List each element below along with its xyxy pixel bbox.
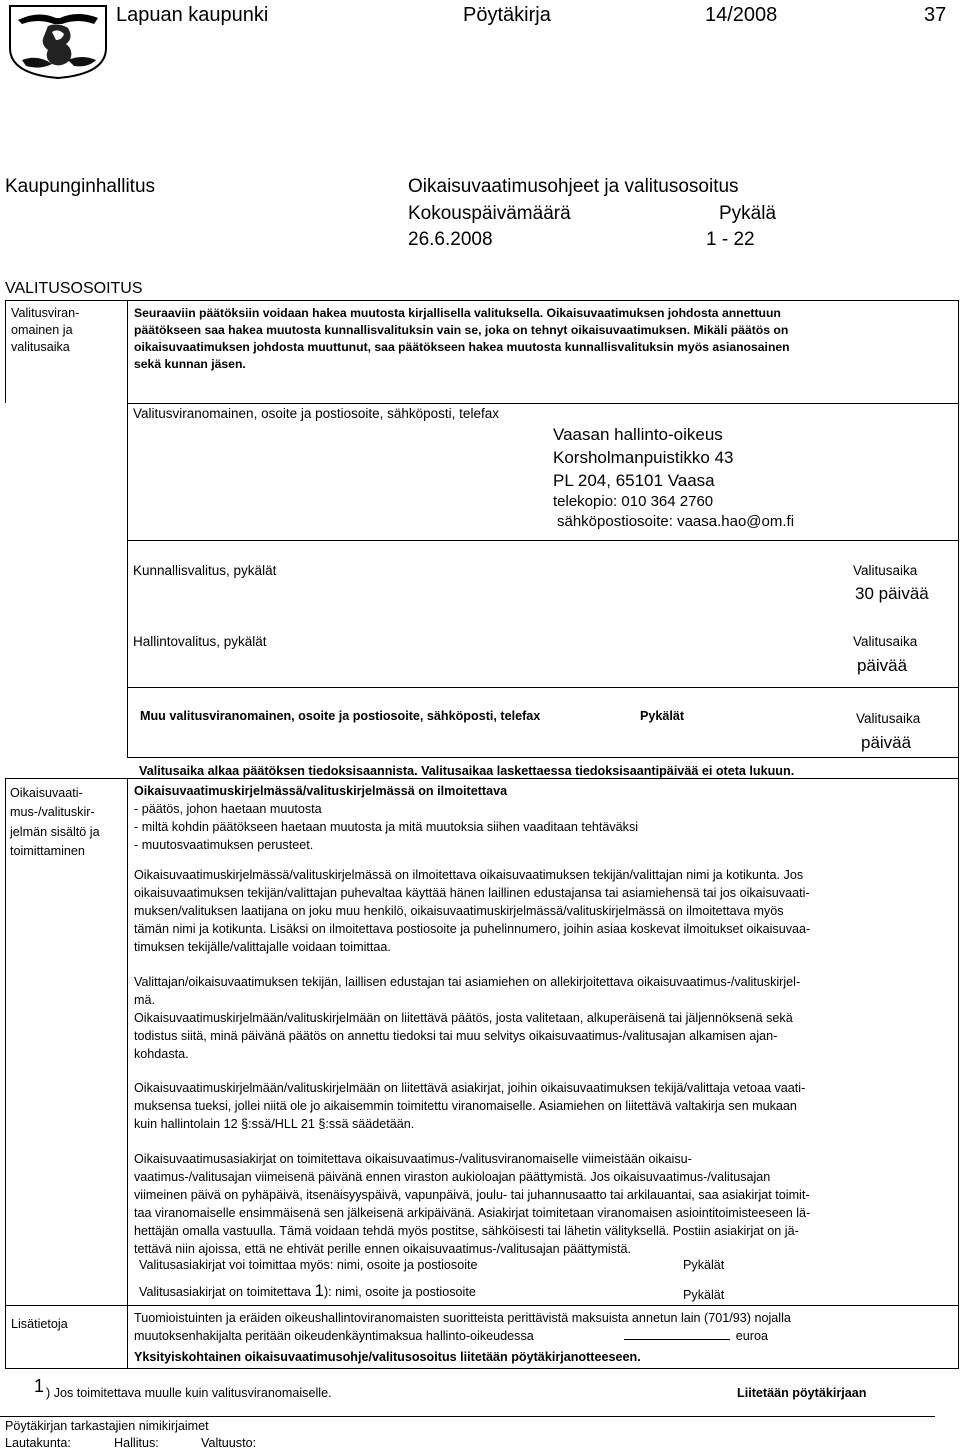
footnote-mark: 1 [34, 1376, 45, 1396]
authority-fax: telekopio: 010 364 2760 [553, 493, 714, 510]
meeting-date: 26.6.2008 [408, 229, 493, 250]
authority-side-label: Valitusviran- omainen ja valitusaika [11, 306, 80, 354]
coat-of-arms-logo [8, 4, 108, 80]
committee-label: Lautakunta: [5, 1436, 71, 1450]
city-name: Lapuan kaupunki [116, 4, 269, 26]
fee-line-1: Tuomioistuinten ja eräiden oikeushallintoviranomaisten suoritteista perittävistä maksuista annetun lain (701/93) nojalla [134, 1311, 791, 1325]
detailed-note: Yksityiskohtainen oikaisuvaatimusohje/valitusosoitus liitetään pöytäkirjanotteeseen. [134, 1350, 641, 1364]
page-number: 37 [924, 4, 947, 26]
municipal-period-label: Valitusaika [853, 563, 918, 578]
other-authority-bottom-line [127, 757, 959, 758]
frame-divider-line [127, 300, 128, 403]
appeal-intro: Seuraaviin päätöksiin voidaan hakea muutosta kirjallisella valituksella. Oikaisuvaatimuksen johdosta annettuun päätökseen saa hakea muutosta kunnallisvalituksin vain se, joka on tehnyt oikaisuvaatimuksen. Mikäli päätös on oikaisuvaatimuksen johdosta muuttunut, saa päätökseen hakea muutosta kunnallisvalituksin myös asianosainen sekä kunnan jäsen. [134, 306, 790, 371]
document-title: Oikaisuvaatimusohjeet ja valitusosoitus [408, 176, 739, 197]
authority-box-left-line [127, 403, 128, 540]
footnote-reference: 1 [314, 1281, 324, 1300]
governing-body: Kaupunginhallitus [5, 176, 156, 197]
section-range: 1 - 22 [706, 229, 755, 250]
content-item-changes: - miltä kohdin päätökseen haetaan muutosta ja mitä muutoksia siihen vaaditaan tehtäväksi [134, 820, 639, 834]
content-item-decision: - päätös, johon haetaan muutosta [134, 802, 322, 816]
paragraph-attachments: Oikaisuvaatimuskirjelmään/valituskirjelmään on liitettävä asiakirjat, joihin oikaisuvaatimuksen tekijä/valittaja vetoaa vaati- muksensa tueksi, jollei niitä ole jo aikaisemmin toimitettu viranomaiselle. Asiamiehen on liitettävä valtakirja sen mukaan kuin hallintolain 12 §:ssä/HLL 21 §:ssä säädetään. [134, 1081, 806, 1132]
paragraph-signature: Valittajan/oikaisuvaatimuksen tekijän, laillisen edustajan tai asiamiehen on allekirjoitettava oikaisuvaatimus-/valituskirjel- mä. Oikaisuvaatimuskirjelmään/valituskirjelmään on liitettävä päätös, josta valitetaan, alkuperäisenä tai jäljennöksenä sekä todistus siitä, minä päivänä päätös on annettu tiedoksi tai muu selvitys oikaisuvaatimus-/valitusajan alkamisen ajan- kohdasta. [134, 975, 801, 1062]
period-start-note: Valitusaika alkaa päätöksen tiedoksisaannista. Valitusaikaa laskettaessa tiedoksisaantipäivää ei oteta lukuun. [139, 764, 795, 778]
content-side-label: Oikaisuvaati- mus-/valituskir- jelmän sisältö ja toimittaminen [10, 786, 100, 859]
fee-unit: euroa [735, 1329, 768, 1343]
board-label: Hallitus: [114, 1436, 159, 1450]
fee-line-2: muutoksenhakijalta peritään oikeudenkäyntimaksua hallinto-oikeudessa euroa [134, 1329, 768, 1343]
authority-po-box: PL 204, 65101 Vaasa [553, 471, 715, 490]
paragraph-delivery: Oikaisuvaatimusasiakirjat on toimitettava oikaisuvaatimus-/valitusviranomaiselle viimeistään oikaisu- vaatimus-/valitusajan viimeisenä päivänä ennen viraston aukioloajan päättymistä. Jos oikaisuvaatimus-/valitusajan viimeinen päivä on pyhäpäivä, itsenäisyyspäivä, vapunpäivä, joulu- tai juhannusaatto tai arkilauantai, saa asiakirjat toimit- taa viranomaiselle ensimmäisenä sen jälkeisenä arkipäivänä. Asiakirjat toimitetaan viranomaisen asiointitoimisteeseen lä- hettäjän omalla vastuulla. Tämä voidaan tehdä myös postitse, sähköisesti tai lähetin välityksellä. Postiin asiakirjat on jä- tettävä niin ajoissa, että ne ehtivät perille ennen oikaisuvaatimus-/valitusajan päättymistä. [134, 1152, 811, 1257]
other-authority-left-line [127, 687, 128, 757]
document-number: 14/2008 [705, 4, 778, 26]
other-authority-label: Muu valitusviranomainen, osoite ja postiosoite, sähköposti, telefax [140, 709, 541, 723]
authority-name: Vaasan hallinto-oikeus [553, 425, 723, 444]
administrative-period-days: päivää [857, 656, 908, 675]
delivery-sections: Pykälät [683, 1288, 725, 1302]
footnote-text: ) Jos toimitettava muulle kuin valitusviranomaiselle. [46, 1386, 332, 1400]
other-period-days: päivää [861, 733, 912, 752]
mail-option-label: Valitusasiakirjat voi toimittaa myös: nimi, osoite ja postiosoite [139, 1258, 478, 1272]
section-label: Pykälä [719, 203, 777, 224]
council-label: Valtuusto: [201, 1436, 257, 1450]
municipal-period-days: 30 päivää [855, 584, 929, 603]
content-heading: Oikaisuvaatimuskirjelmässä/valituskirjelmässä on ilmoitettava [134, 784, 508, 798]
meeting-date-label: Kokouspäivämäärä [408, 203, 571, 224]
other-sections-label: Pykälät [640, 709, 685, 723]
reviewers-label: Pöytäkirjan tarkastajien nimikirjaimet [5, 1419, 209, 1433]
appeal-types-left-line [127, 540, 128, 687]
appeal-heading: VALITUSOSOITUS [5, 280, 143, 297]
paragraph-appellant-info: Oikaisuvaatimuskirjelmässä/valituskirjelmässä on ilmoitettava oikaisuvaatimuksen tekijän/valittajan nimi ja kotikunta. Jos oikaisuvaatimuksen tekijän/valittajan puhevaltaa käyttää hänen laillinen edustajansa tai asiamiehensä tai jos oikaisuvaati- muksen/valituksen laatijana on joku muu henkilö, oikaisuvaatimuskirjelmässä/valituskirjelmässä on ilmoitettava myös tämän nimi ja kotikunta. Lisäksi on ilmoitettava postiosoite ja puhelinnumero, joihin asiaa koskevat ilmoitukset oikaisuvaa- timuksen tekijälle/valittajalle voidaan toimittaa. [134, 868, 811, 955]
attached-note: Liitetään pöytäkirjaan [737, 1386, 867, 1400]
extra-top-line [5, 1305, 959, 1306]
document-type: Pöytäkirja [463, 4, 551, 26]
authority-label: Valitusviranomainen, osoite ja postiosoite, sähköposti, telefax [133, 406, 499, 421]
mail-option-sections: Pykälät [683, 1258, 725, 1272]
authority-box-bottom-line [127, 540, 959, 541]
administrative-period-label: Valitusaika [853, 634, 918, 649]
municipal-appeal-label: Kunnallisvalitus, pykälät [133, 563, 277, 578]
administrative-appeal-label: Hallintovalitus, pykälät [133, 634, 267, 649]
content-left-line [5, 778, 6, 1368]
authority-street: Korsholmanpuistikko 43 [553, 448, 734, 467]
footer-line [0, 1416, 935, 1417]
content-top-line [5, 778, 959, 779]
frame-right-line [958, 300, 959, 1368]
extra-bottom-line [5, 1368, 959, 1369]
other-period-label: Valitusaika [856, 711, 921, 726]
authority-email: sähköpostiosoite: vaasa.hao@om.fi [557, 513, 795, 530]
frame-left-line [5, 300, 6, 403]
delivery-label: Valitusasiakirjat on toimitettava 1): nimi, osoite ja postiosoite [139, 1281, 476, 1300]
content-divider-line [127, 778, 128, 1368]
fee-amount-field [624, 1327, 730, 1340]
authority-box-top-line [127, 403, 959, 404]
content-item-grounds: - muutosvaatimuksen perusteet. [134, 838, 314, 852]
frame-top-line [5, 300, 959, 301]
appeal-types-bottom-line [127, 687, 959, 688]
extra-side-label: Lisätietoja [11, 1317, 68, 1331]
